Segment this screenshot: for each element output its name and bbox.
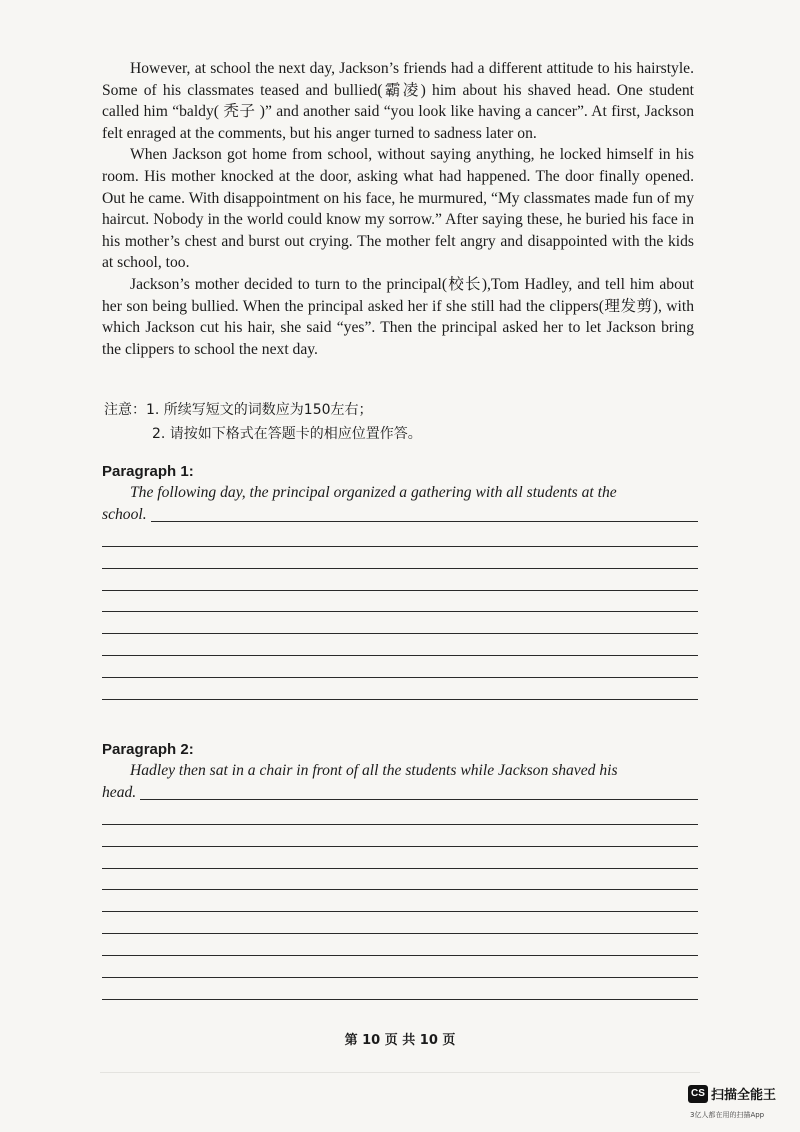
scanner-watermark (688, 1084, 776, 1103)
reading-passage (102, 58, 694, 360)
paragraph-1-starter-end: school. (102, 504, 151, 526)
paragraph-1-starter: The following day, the principal organized a gathering with all students at the (130, 484, 617, 501)
paragraph-2-section (102, 740, 698, 1000)
passage-paragraph-1: However, at school the next day, Jackson’s friends had a different attitude to his hairstyle. Some of his classmates teased and bullied(霸凌) him about his shaved head. One student called him “baldy( 秃子 )” and another said “you look like having a cancer”. At first, Jackson felt enraged at the comments, but his anger turned to sadness later on. (102, 60, 694, 142)
camscanner-icon: CS (688, 1085, 708, 1103)
paragraph-1-title: Paragraph 1: (102, 463, 194, 480)
notes-item-2: 2. 请按如下格式在答题卡的相应位置作答。 (152, 426, 422, 442)
notes-item-1: 1. 所续写短文的词数应为150左右； (146, 402, 373, 418)
scanner-tagline: 3亿人都在用的扫描App (690, 1111, 765, 1119)
footer-divider (100, 1072, 700, 1073)
answer-line[interactable] (102, 999, 698, 1000)
instructions (104, 398, 664, 446)
page-number: 第 10 页 共 10 页 (344, 1033, 456, 1048)
notes-label: 注意： (104, 402, 146, 418)
answer-line[interactable] (102, 699, 698, 700)
answer-line[interactable] (102, 799, 698, 800)
passage-paragraph-3: Jackson’s mother decided to turn to the principal(校长),Tom Hadley, and tell him about her son being bullied. When the principal asked her if she still had the clippers(理发剪), with which Jackson cut his hair, she said “yes”. Then the principal asked her to let Jackson bring the clippers to school the next day. (102, 275, 694, 358)
answer-line[interactable] (102, 521, 698, 522)
passage-paragraph-2: When Jackson got home from school, without saying anything, he locked himself in his room. His mother knocked at the door, asking what had happened. The door finally opened. Out he came. With disappointment on his face, he murmured, “My classmates made fun of my haircut. Nobody in the world could know my sorrow.” After saying these, he buried his face in his mother’s chest and burst out crying. The mother felt angry and disappointed with the kids at school, too. (102, 146, 694, 272)
paragraph-2-starter-end: head. (102, 782, 140, 804)
paragraph-1-section (102, 462, 698, 700)
paragraph-2-starter: Hadley then sat in a chair in front of all the students while Jackson shaved his (130, 762, 618, 779)
scanner-name: 扫描全能王 (711, 1088, 777, 1103)
paragraph-2-title: Paragraph 2: (102, 741, 194, 758)
